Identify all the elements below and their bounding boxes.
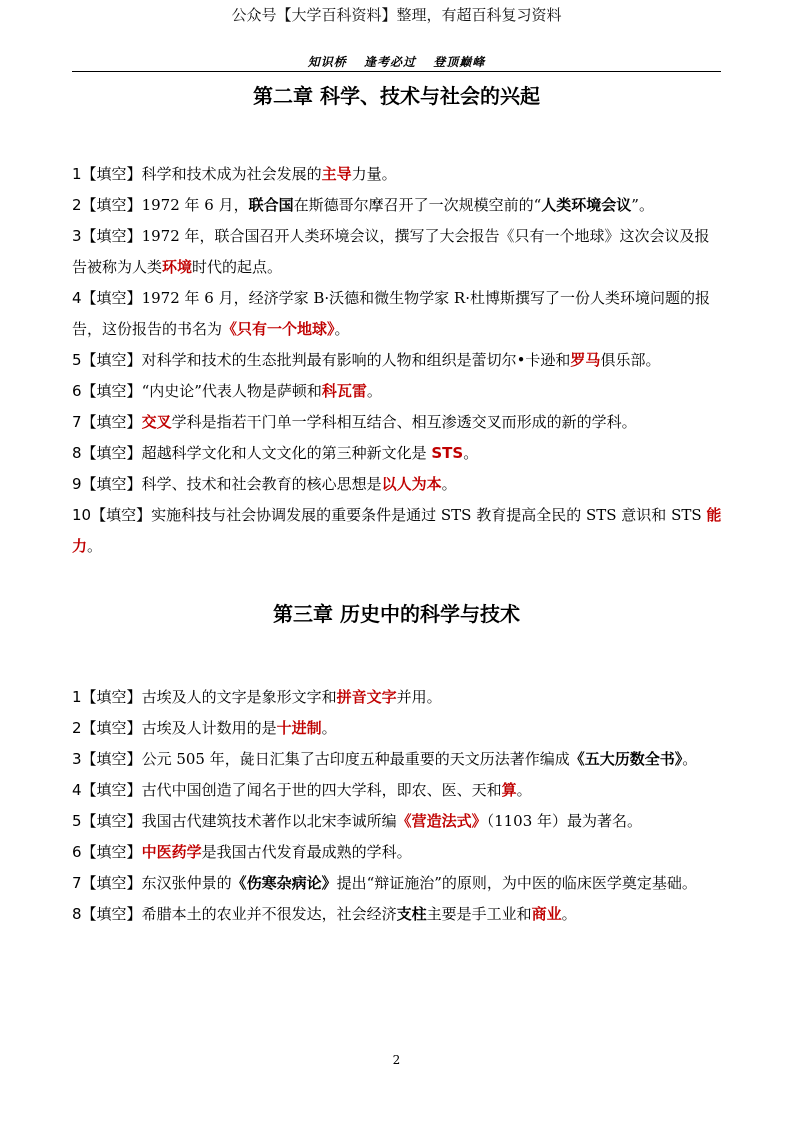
- question-text: 。: [321, 719, 337, 737]
- answer-text: 算: [501, 781, 517, 799]
- answer-text: 中医药学: [141, 843, 202, 861]
- fill-blank-tag: 【填空】: [81, 413, 142, 431]
- answer-text: 交叉: [141, 413, 172, 431]
- answer-text: 以人为本: [381, 475, 442, 493]
- chapter-2-questions: [72, 159, 724, 562]
- question-text: 时代的起点。: [192, 258, 283, 276]
- question-item: [72, 744, 724, 775]
- question-number: 9: [72, 475, 82, 493]
- question-text: 。: [463, 444, 479, 462]
- question-item: [72, 469, 724, 500]
- question-text: 并用。: [396, 688, 442, 706]
- answer-text: 能力: [72, 506, 722, 555]
- fill-blank-tag: 【填空】: [81, 165, 142, 183]
- answer-text: 《营造法式》: [396, 812, 487, 830]
- question-text: 在斯德哥尔摩召开了一次规模空前的“: [293, 196, 542, 214]
- chapter-3-questions: [72, 682, 724, 930]
- question-item: [72, 682, 724, 713]
- question-text: “内史论”代表人物是萨顿和: [141, 382, 322, 400]
- fill-blank-tag: 【填空】: [81, 289, 142, 307]
- question-item: [72, 221, 724, 283]
- bold-text: 支柱: [396, 905, 427, 923]
- question-text: 科学、技术和社会教育的核心思想是: [141, 475, 382, 493]
- fill-blank-tag: 【填空】: [81, 444, 142, 462]
- bold-text: 《五大历数全书》: [569, 750, 683, 768]
- question-item: [72, 159, 724, 190]
- question-number: 3: [72, 227, 82, 245]
- fill-blank-tag: 【填空】: [81, 719, 142, 737]
- page-number: 2: [392, 1053, 401, 1067]
- question-number: 6: [72, 843, 82, 861]
- slogan-part-3: 登顶巅峰: [433, 55, 486, 69]
- answer-text: STS: [431, 444, 464, 462]
- question-text: 。: [516, 781, 532, 799]
- fill-blank-tag: 【填空】: [81, 351, 142, 369]
- question-number: 7: [72, 413, 82, 431]
- answer-text: 拼音文字: [336, 688, 397, 706]
- answer-text: 十进制: [276, 719, 322, 737]
- question-number: 6: [72, 382, 82, 400]
- chapter-3-title: 第三章 历史中的科学与技术: [273, 602, 520, 626]
- question-text: 。: [561, 905, 577, 923]
- question-item: [72, 806, 724, 837]
- answer-text: 罗马: [570, 351, 601, 369]
- question-item: [72, 190, 724, 221]
- question-number: 4: [72, 289, 82, 307]
- question-number: 2: [72, 719, 82, 737]
- answer-text: 环境: [162, 258, 193, 276]
- question-item: [72, 868, 724, 899]
- question-text: 东汉张仲景的: [141, 874, 232, 892]
- question-item: [72, 345, 724, 376]
- question-item: [72, 283, 724, 345]
- question-item: [72, 713, 724, 744]
- question-text: 1972 年 6 月，: [141, 196, 249, 214]
- question-text: 超越科学文化和人文文化的第三种新文化是: [141, 444, 432, 462]
- question-text: 。: [682, 750, 698, 768]
- question-text: 对科学和技术的生态批判最有影响的人物和组织是蕾切尔•卡逊和: [141, 351, 571, 369]
- question-text: 提出“辩证施治”的原则，为中医的临床医学奠定基础。: [336, 874, 697, 892]
- question-item: [72, 438, 724, 469]
- question-text: 是我国古代发育最成熟的学科。: [201, 843, 412, 861]
- answer-text: 主导: [321, 165, 352, 183]
- question-text: ”。: [631, 196, 654, 214]
- slogan-part-1: 知识桥: [307, 55, 347, 69]
- fill-blank-tag: 【填空】: [81, 905, 142, 923]
- question-item: [72, 500, 724, 562]
- question-number: 2: [72, 196, 82, 214]
- question-number: 1: [72, 165, 82, 183]
- question-text: 1972 年 6 月，经济学家 B·沃德和微生物学家 R·杜博斯撰写了一份人类环境问题的报告，这份报告的书名为: [72, 289, 710, 338]
- bold-text: 人类环境会议: [541, 196, 632, 214]
- question-text: 。: [366, 382, 382, 400]
- question-number: 7: [72, 874, 82, 892]
- question-text: 希腊本土的农业并不很发达，社会经济: [141, 905, 397, 923]
- question-text: 力量。: [351, 165, 397, 183]
- fill-blank-tag: 【填空】: [91, 506, 152, 524]
- fill-blank-tag: 【填空】: [81, 688, 142, 706]
- question-text: 公元 505 年，彘日汇集了古印度五种最重要的天文历法著作编成: [141, 750, 570, 768]
- answer-text: 科瓦雷: [321, 382, 367, 400]
- fill-blank-tag: 【填空】: [81, 874, 142, 892]
- question-number: 3: [72, 750, 82, 768]
- fill-blank-tag: 【填空】: [81, 475, 142, 493]
- fill-blank-tag: 【填空】: [81, 781, 142, 799]
- question-item: [72, 837, 724, 868]
- question-number: 10: [72, 506, 92, 524]
- answer-text: 商业: [531, 905, 562, 923]
- question-number: 4: [72, 781, 82, 799]
- question-text: 。: [334, 320, 350, 338]
- question-text: 实施科技与社会协调发展的重要条件是通过 STS 教育提高全民的 STS 意识和 STS: [151, 506, 707, 524]
- fill-blank-tag: 【填空】: [81, 382, 142, 400]
- question-item: [72, 376, 724, 407]
- question-text: 古代中国创造了闻名于世的四大学科，即农、医、天和: [141, 781, 502, 799]
- question-item: [72, 775, 724, 806]
- fill-blank-tag: 【填空】: [81, 227, 142, 245]
- slogan-part-2: 逢考必过: [363, 55, 416, 69]
- question-number: 8: [72, 444, 82, 462]
- question-item: [72, 407, 724, 438]
- question-text: 古埃及人计数用的是: [141, 719, 277, 737]
- question-text: 主要是手工业和: [426, 905, 532, 923]
- question-number: 8: [72, 905, 82, 923]
- fill-blank-tag: 【填空】: [81, 750, 142, 768]
- question-number: 5: [72, 812, 82, 830]
- bold-text: 联合国: [248, 196, 294, 214]
- question-number: 5: [72, 351, 82, 369]
- bold-text: 《伤寒杂病论》: [231, 874, 337, 892]
- question-number: 1: [72, 688, 82, 706]
- chapter-2-title: 第二章 科学、技术与社会的兴起: [253, 84, 540, 108]
- fill-blank-tag: 【填空】: [81, 812, 142, 830]
- question-text: （1103 年）最为著名。: [486, 812, 643, 830]
- header-rule: [72, 71, 721, 72]
- question-item: [72, 899, 724, 930]
- header-slogan: [0, 53, 793, 70]
- question-text: 1972 年，联合国召开人类环境会议，撰写了大会报告《只有一个地球》这次会议及报告被称为人类: [72, 227, 710, 276]
- question-text: 科学和技术成为社会发展的: [141, 165, 322, 183]
- question-text: 我国古代建筑技术著作以北宋李诚所编: [141, 812, 397, 830]
- fill-blank-tag: 【填空】: [81, 843, 142, 861]
- fill-blank-tag: 【填空】: [81, 196, 142, 214]
- answer-text: 《只有一个地球》: [222, 320, 335, 338]
- question-text: 。: [441, 475, 457, 493]
- header-note: 公众号【大学百科资料】整理，有超百科复习资料: [231, 6, 562, 24]
- question-text: 。: [87, 537, 103, 555]
- question-text: 古埃及人的文字是象形文字和: [141, 688, 337, 706]
- question-text: 俱乐部。: [600, 351, 661, 369]
- question-text: 学科是指若干门单一学科相互结合、相互渗透交叉而形成的新的学科。: [171, 413, 637, 431]
